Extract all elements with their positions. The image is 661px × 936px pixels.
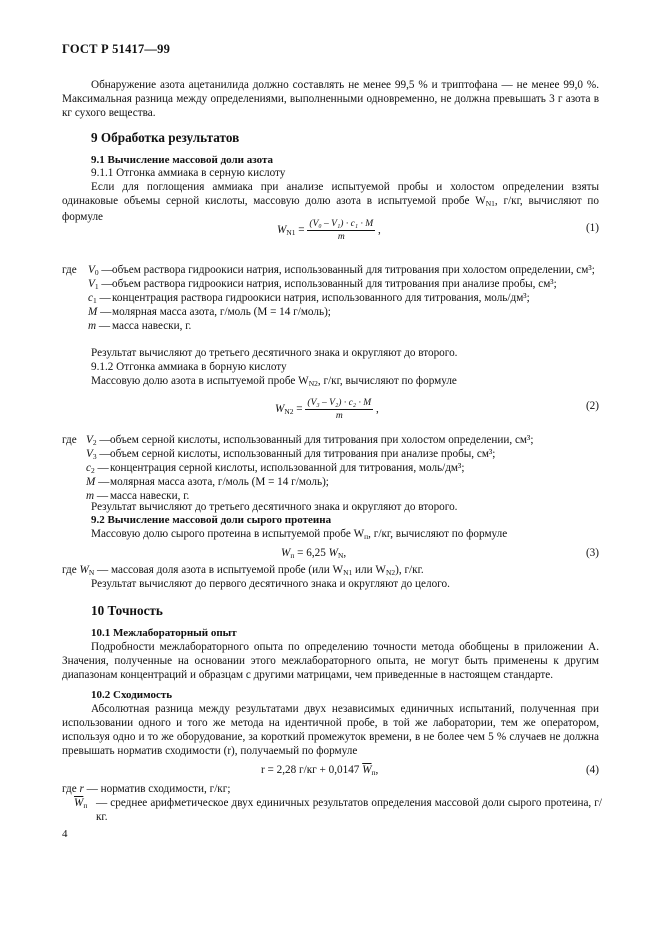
definition-text: объем серной кислоты, использованный для титрования при анализе пробы, см³; bbox=[110, 447, 496, 460]
definition-item bbox=[86, 448, 602, 462]
section-10-2-paragraph: Абсолютная разница между результатами двух независимых единичных испытаний, полученная при использовании одного и того же метода на идентичной пробе, в той же лаборатории, тем же оператором, используя одно и то же оборудование, за короткий промежуток времени, в не более чем 5 % случаев не должна превышать норматив сходимости (r), получаемый по формуле bbox=[62, 703, 599, 757]
definition-text: объем раствора гидроокиси натрия, использованный для титрования при холостом определении, см³; bbox=[112, 264, 595, 276]
definition-text: масса навески, г. bbox=[110, 489, 190, 502]
formula-4-number: (4) bbox=[585, 764, 599, 776]
section-10-2-title: 10.2 Сходимость bbox=[91, 689, 173, 701]
definition-item bbox=[86, 434, 602, 448]
section-10-1-paragraph: Подробности межлабораторного опыта по определению точности метода обобщены в приложении А. Значения, полученные на основании этого межлабораторного опыта, не могут быть применены к другим диапазонам концентраций и образцам с другими матрицами, чем приведенные в настоящем стандарте. bbox=[62, 641, 599, 681]
definition-text: молярная масса азота, г/моль (M = 14 г/моль); bbox=[110, 475, 329, 488]
definition-text: молярная масса азота, г/моль (M = 14 г/моль); bbox=[112, 305, 331, 318]
definition-term: $V_2$ — bbox=[86, 434, 111, 447]
definition-text: объем раствора гидроокиси натрия, использованный для титрования при анализе пробы, см³; bbox=[112, 277, 557, 290]
result-note-3: Результат вычисляют до первого десятичного знака и округляют до целого. bbox=[91, 578, 450, 590]
section-9-title: 9 Обработка результатов bbox=[91, 130, 240, 145]
result-note-1: Результат вычисляют до третьего десятичного знака и округляют до второго. bbox=[91, 347, 458, 359]
definition-w: $\overline{W}_п$ — среднее арифметическое двух единичных результатов определения массовой доли сырого протеина, г/кг. bbox=[74, 797, 602, 823]
formula-2-number: (2) bbox=[585, 400, 599, 412]
definition-item bbox=[88, 292, 602, 306]
definition-item bbox=[88, 320, 602, 334]
section-9-1-1-paragraph: Если для поглощения аммиака при анализе испытуемой пробы и холостом определении взяты одинаковые объемы серной кислоты, массовую долю азота в испытуемой пробе $W_{N1}$, г/кг, вычисляют по формуле bbox=[62, 181, 599, 223]
definition-term: $V_0$ — bbox=[88, 264, 113, 277]
definition-item bbox=[86, 476, 602, 490]
formula-4: r = 2,28 г/кг + 0,0147 $\overline{W}_п$, bbox=[261, 764, 379, 777]
definition-term: m — bbox=[88, 319, 111, 332]
section-9-1-title: 9.1 Вычисление массовой доли азота bbox=[91, 154, 273, 166]
definition-text: масса навески, г. bbox=[112, 319, 192, 332]
definition-text: концентрация раствора гидроокиси натрия, использованного для титрования, моль/дм³; bbox=[112, 291, 530, 304]
where-label-1: где bbox=[62, 264, 77, 276]
formula-1-number: (1) bbox=[585, 222, 599, 234]
section-10-1-title: 10.1 Межлабораторный опыт bbox=[91, 627, 237, 639]
document-header: ГОСТ Р 51417—99 bbox=[62, 42, 171, 56]
definition-term: $V_3$ — bbox=[86, 447, 111, 461]
definition-item bbox=[88, 278, 602, 292]
definition-term: $c_1$ — bbox=[88, 291, 111, 305]
result-note-2: Результат вычисляют до третьего десятичного знака и округляют до второго. bbox=[91, 501, 458, 513]
definitions-list-2 bbox=[86, 434, 602, 504]
section-9-1-1-title: 9.1.1 Отгонка аммиака в серную кислоту bbox=[91, 167, 286, 179]
definition-term: m — bbox=[86, 489, 109, 502]
intro-paragraph: Обнаружение азота ацетанилида должно составлять не менее 99,5 % и триптофана — не менее 99,0 %. Максимальная разница между определениями, выполненными одновременно, не должна превышать 3 г азота в кг сухого вещества. bbox=[62, 79, 599, 119]
definition-term: $c_2$ — bbox=[86, 461, 109, 475]
definition-item bbox=[86, 462, 602, 476]
definition-text: концентрация серной кислоты, использованной для титрования, моль/дм³; bbox=[110, 461, 465, 474]
definition-term: $V_1$ — bbox=[88, 277, 113, 291]
section-9-2-paragraph: Массовую долю сырого протеина в испытуемой пробе $W_п$, г/кг, вычисляют по формуле bbox=[91, 528, 508, 541]
definition-text: объем серной кислоты, использованный для титрования при холостом определении, см³; bbox=[110, 434, 534, 446]
definitions-list-1 bbox=[88, 264, 602, 334]
formula-3: $W_п = 6,25$ $W_N$, bbox=[281, 547, 347, 560]
formula-1: $W_{N1}$ = $\frac{\text{(V₀ – V₁) · c₁ · M}}{m}$ , bbox=[277, 219, 381, 242]
where-label-2: где bbox=[62, 434, 77, 446]
definition-r: где r — норматив сходимости, г/кг; bbox=[62, 783, 231, 795]
formula-3-definition: где $W_N$ — массовая доля азота в испытуемой пробе (или $W_{N1}$ или $W_{N2}$), г/кг. bbox=[62, 564, 424, 577]
page-number: 4 bbox=[62, 828, 68, 840]
section-10-title: 10 Точность bbox=[91, 603, 163, 618]
formula-3-number: (3) bbox=[585, 547, 599, 559]
definition-term: M — bbox=[86, 475, 110, 488]
definition-term: M — bbox=[88, 305, 112, 318]
section-9-1-2-title: 9.1.2 Отгонка аммиака в борную кислоту bbox=[91, 361, 287, 373]
definition-item bbox=[88, 264, 602, 278]
definition-item bbox=[88, 306, 602, 320]
section-9-2-title: 9.2 Вычисление массовой доли сырого протеина bbox=[91, 514, 332, 526]
section-9-1-2-paragraph: Массовую долю азота в испытуемой пробе $W_{N2}$, г/кг, вычисляют по формуле bbox=[91, 375, 457, 388]
formula-2: $W_{N2}$ = $\frac{\text{(V₃ – V₂) · c₂ · M}}{m}$ , bbox=[275, 398, 379, 421]
